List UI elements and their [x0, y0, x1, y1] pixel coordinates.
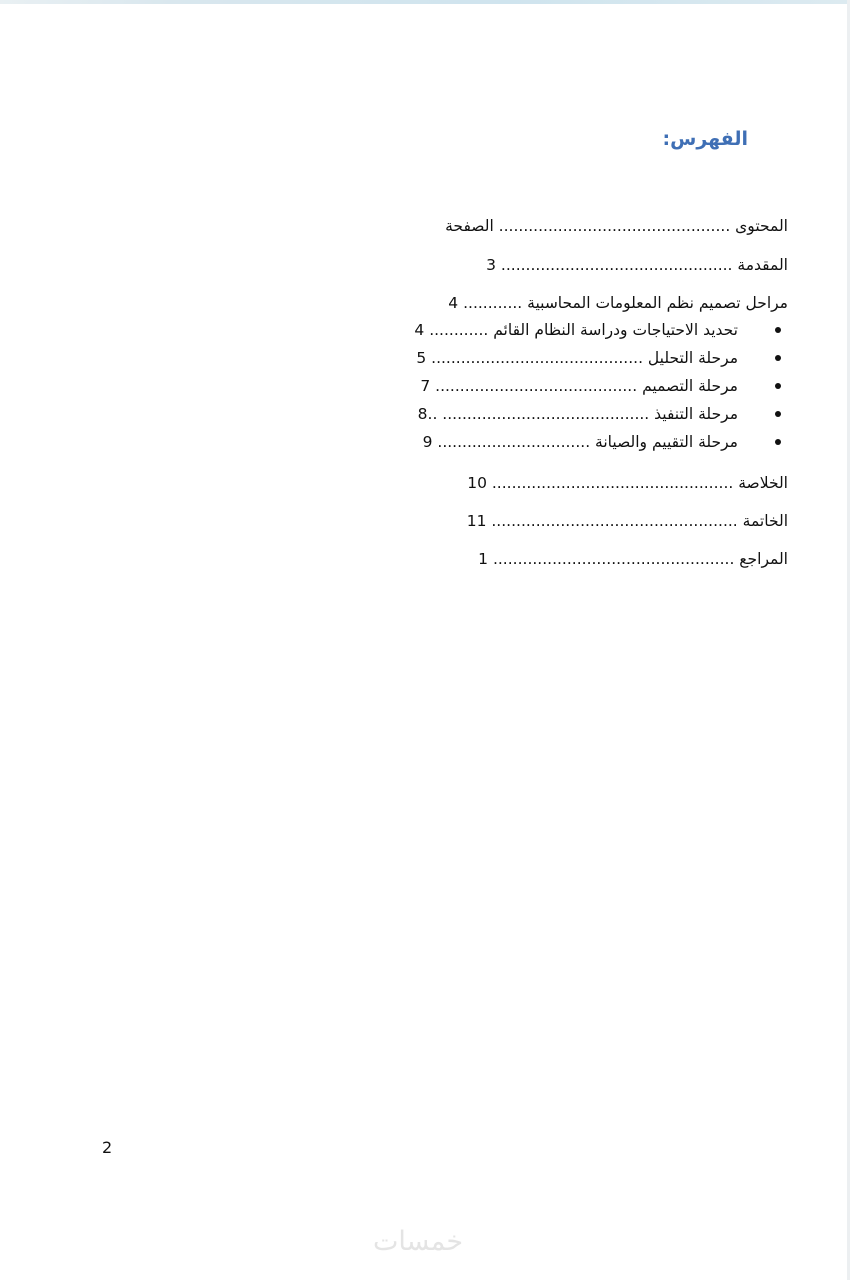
toc-sub-entry-implementation: مرحلة التنفيذ .......................................... ..8 — [417, 405, 738, 423]
bullet-icon — [775, 383, 781, 389]
toc-entry-design-stages: مراحل تصميم نظم المعلومات المحاسبية ............ 4 — [448, 294, 788, 312]
top-decoration-strip — [0, 0, 850, 4]
page-number: 2 — [102, 1138, 113, 1157]
toc-entry-summary: الخلاصة ................................................. 10 — [467, 474, 788, 492]
toc-entry-references: المراجع ................................................. 1 — [478, 550, 788, 568]
watermark-logo: خمسات — [373, 1226, 464, 1257]
bullet-icon — [775, 439, 781, 445]
bullet-icon — [775, 355, 781, 361]
toc-title: الفهرس: — [662, 128, 748, 150]
toc-entry-conclusion: الخاتمة .................................................. 11 — [466, 512, 788, 530]
toc-entry-introduction: المقدمة ............................................... 3 — [486, 256, 788, 274]
toc-sub-entry-design: مرحلة التصميم ......................................... 7 — [420, 377, 738, 395]
toc-sub-entry-requirements: تحديد الاحتياجات ودراسة النظام القائم ............ 4 — [414, 321, 738, 339]
toc-header-row: المحتوى ............................................... الصفحة — [445, 217, 788, 235]
toc-sub-entry-evaluation: مرحلة التقييم والصيانة ............................... 9 — [422, 433, 738, 451]
toc-sub-entry-analysis: مرحلة التحليل ........................................... 5 — [416, 349, 738, 367]
bullet-icon — [775, 411, 781, 417]
bullet-icon — [775, 327, 781, 333]
